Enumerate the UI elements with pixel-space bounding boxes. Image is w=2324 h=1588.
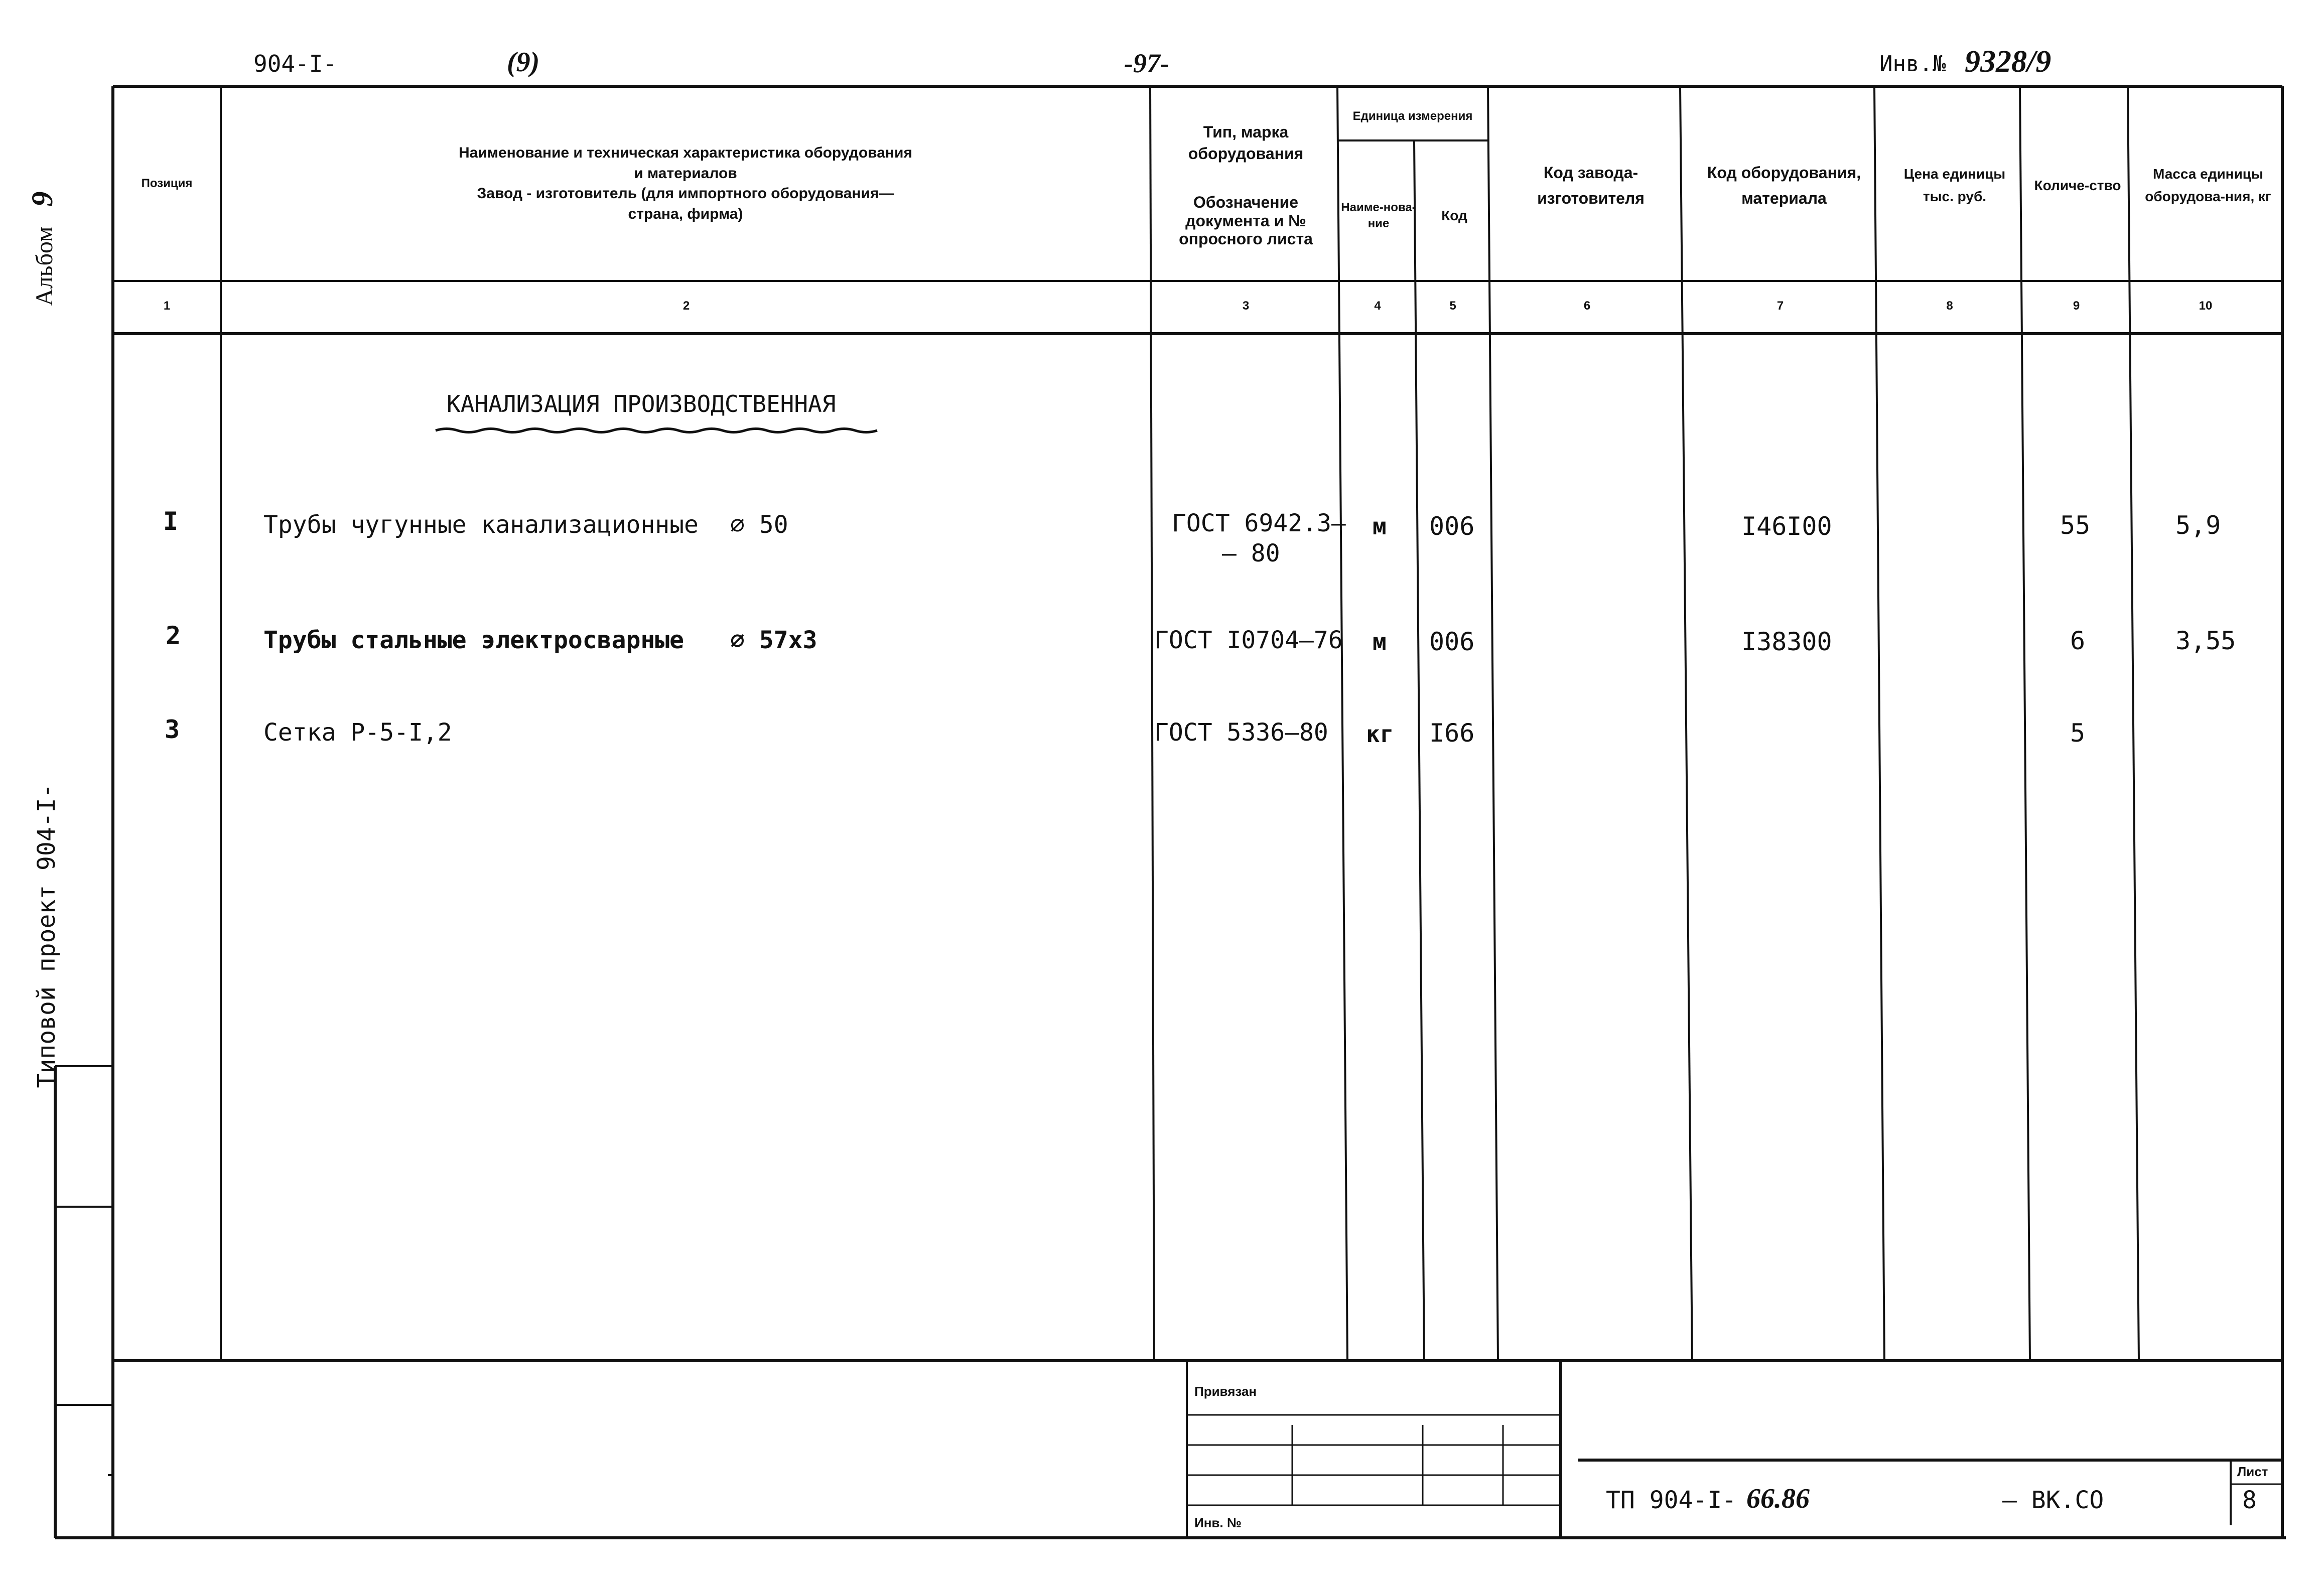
row-2-document: ГОСТ I0704–76 <box>1154 626 1343 654</box>
inventory-label: Инв.№ <box>1879 51 1946 77</box>
inventory-number: 9328/9 <box>1965 45 2052 79</box>
stamp-inventory-label: Инв. № <box>1194 1515 1242 1530</box>
column-number: 6 <box>1583 299 1591 313</box>
row-1-name: Трубы чугунные канализационные <box>263 511 699 539</box>
row-1-document-line1: ГОСТ 6942.3– <box>1172 509 1346 537</box>
album-side-label: Альбом9 <box>26 191 59 306</box>
row-2-material-code: I38300 <box>1741 627 1832 656</box>
header-unit-group: Единица измерения <box>1352 109 1473 123</box>
row-1-mass: 5,9 <box>2175 511 2221 540</box>
row-1-document-line2: – 80 <box>1222 539 1280 567</box>
column-number: 9 <box>2073 299 2080 313</box>
row-3-unit-code: I66 <box>1429 718 1475 748</box>
column-number: 2 <box>682 299 690 313</box>
row-2-position: 2 <box>166 621 181 650</box>
stamp-sheet-number: 8 <box>2242 1486 2257 1514</box>
header-price: Цена единицы тыс. руб. <box>1903 166 2006 204</box>
column-number: 10 <box>2199 299 2213 313</box>
header-quantity: Количе-ство <box>2034 177 2121 193</box>
row-1-unit-code: 006 <box>1429 512 1475 541</box>
row-2-unit-code: 006 <box>1429 627 1475 656</box>
column-number: 3 <box>1242 299 1250 313</box>
header-mass: Масса единицы оборудова-ния, кг <box>2145 166 2271 204</box>
stamp-bound-label: Привязан <box>1194 1384 1257 1399</box>
row-2-unit: м <box>1373 628 1387 655</box>
column-number: 4 <box>1374 299 1381 313</box>
stamp-document-prefix: ТП 904-I- <box>1606 1486 1737 1514</box>
header-type: Тип, марка оборудования <box>1188 122 1304 163</box>
stamp-document-suffix: – ВК.СО <box>2002 1486 2104 1514</box>
header-document: Обозначение документа и № опросного листа <box>1179 193 1313 248</box>
row-1-position: I <box>163 507 179 536</box>
row-1-material-code: I46I00 <box>1741 512 1832 541</box>
row-1-quantity: 55 <box>2060 511 2091 540</box>
page-number: -97- <box>1124 48 1169 78</box>
row-2-quantity: 6 <box>2070 626 2086 655</box>
header-material-code: Код оборудования, материала <box>1707 163 1861 207</box>
album-number: (9) <box>507 47 540 78</box>
stamp-document-number: 66.86 <box>1746 1483 1810 1514</box>
series-code: 904-I- <box>253 50 337 77</box>
header-unit-name: Наиме-нова-ние <box>1341 200 1416 230</box>
header-unit-code: Код <box>1441 208 1467 224</box>
project-side-label: Типовой проект 904-I- <box>33 783 61 1088</box>
stamp-sheet-label: Лист <box>2237 1464 2268 1479</box>
header-position: Позиция <box>141 176 193 190</box>
column-number: 8 <box>1946 299 1953 313</box>
row-3-name: Сетка Р-5-I,2 <box>263 718 452 747</box>
column-number: 5 <box>1449 299 1456 313</box>
row-3-position: 3 <box>165 715 180 744</box>
header-name: Наименование и техническая характеристика оборудования и материалов Завод - изготовитель (для импортного оборудования— страна, фирма) <box>459 145 912 222</box>
column-number: 1 <box>163 299 171 313</box>
section-title: КАНАЛИЗАЦИЯ ПРОИЗВОДСТВЕННАЯ <box>447 390 836 417</box>
row-2-name: Трубы стальные электросварные <box>263 626 685 654</box>
row-3-unit: кг <box>1366 720 1394 748</box>
row-2-mass: 3,55 <box>2175 626 2236 655</box>
row-3-document: ГОСТ 5336–80 <box>1154 718 1328 747</box>
header-factory-code: Код завода-изготовителя <box>1537 163 1645 207</box>
row-2-dimension: ∅ 57х3 <box>730 626 817 654</box>
row-3-quantity: 5 <box>2070 718 2086 748</box>
row-1-unit: м <box>1373 513 1387 540</box>
column-number: 7 <box>1776 299 1784 313</box>
row-1-dimension: ∅ 50 <box>730 511 788 539</box>
